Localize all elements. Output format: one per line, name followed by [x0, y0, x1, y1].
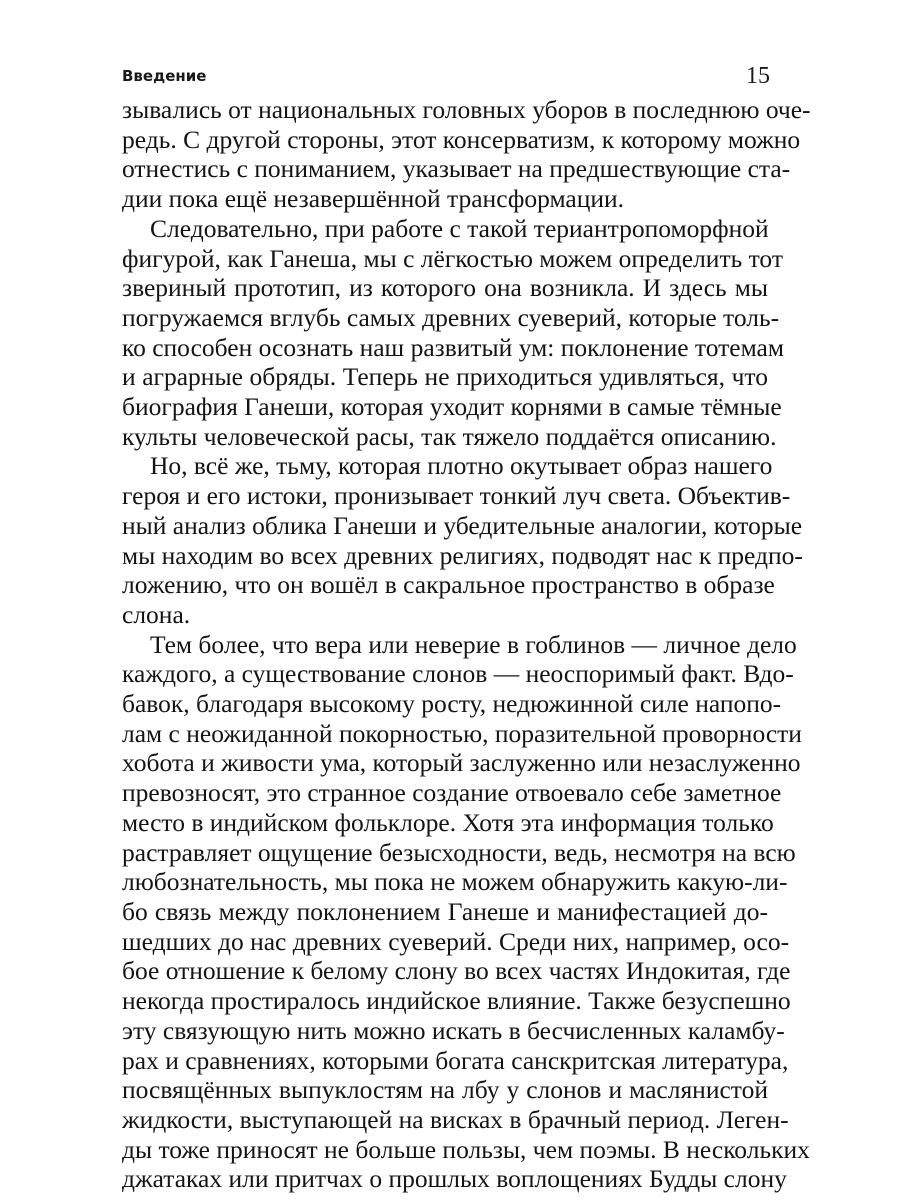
text-line: шедших до нас древних суеверий. Среди них, например, осо-	[122, 926, 790, 956]
text-line: биография Ганеши, которая уходит корнями в самые тёмные	[122, 392, 782, 422]
text-line: каждого, а существование слонов — неоспоримый факт. Вдо-	[122, 659, 794, 689]
text-line: и аграрные обряды. Теперь не приходиться удивляться, что	[122, 362, 768, 392]
text-line: джатаках или притчах о прошлых воплощениях Будды слону	[122, 1164, 787, 1194]
text-line: бо связь между поклонением Ганеше и манифестацией до-	[122, 896, 768, 926]
text-line: растравляет ощущение безысходности, ведь, несмотря на всю	[122, 837, 796, 867]
text-line: хобота и живости ума, который заслуженно или незаслуженно	[122, 748, 801, 778]
body-text	[122, 95, 811, 1194]
text-line: Но, всё же, тьму, которая плотно окутывает образ нашего	[150, 451, 773, 481]
text-line: бое отношение к белому слону во всех частях Индокитая, где	[122, 956, 791, 986]
running-head	[122, 63, 770, 92]
text-line: отнестись с пониманием, указывает на предшествующие ста-	[122, 154, 791, 184]
paragraph-2	[122, 213, 785, 452]
paragraph-4	[122, 629, 810, 1194]
section-title: Введение	[122, 67, 207, 85]
text-line: героя и его истоки, пронизывает тонкий луч света. Объектив-	[122, 481, 791, 511]
text-line: фигурой, как Ганеша, мы с лёгкостью можем определить тот	[122, 243, 783, 273]
text-line: посвящённых выпуклостям на лбу у слонов и маслянистой	[122, 1075, 768, 1105]
text-line: любознательность, мы пока не можем обнаружить какую-ли-	[122, 867, 788, 897]
text-line: некогда простиралось индийское влияние. Также безуспешно	[122, 986, 791, 1016]
text-line: превозносят, это странное создание отвоевало себе заметное	[122, 778, 782, 808]
text-line: ный анализ облика Ганеши и убедительные аналогии, которые	[122, 510, 803, 540]
text-line: ды тоже приносят не больше пользы, чем поэмы. В нескольких	[122, 1134, 810, 1164]
text-line: Тем более, что вера или неверие в гоблинов — личное дело	[150, 629, 797, 659]
text-line: звериный прототип, из которого она возникла. И здесь мы	[122, 273, 768, 303]
text-line: дии пока ещё незавершённой трансформации.	[122, 184, 625, 214]
text-line: Следовательно, при работе с такой териантропоморфной	[150, 213, 769, 243]
text-line: мы находим во всех древних религиях, подводят нас к предпо-	[122, 540, 803, 570]
text-line: место в индийском фольклоре. Хотя эта информация только	[122, 807, 774, 837]
text-line: бавок, благодаря высокому росту, недюжинной силе напопо-	[122, 689, 782, 719]
text-line: ко способен осознать наш развитый ум: поклонение тотемам	[122, 332, 785, 362]
text-line: редь. С другой стороны, этот консерватизм, к которому можно	[122, 124, 801, 154]
text-line: погружаемся вглубь самых древних суеверий, которые толь-	[122, 302, 780, 332]
text-line: рах и сравнениях, которыми богата санскритская литература,	[122, 1045, 789, 1075]
paragraph-1	[122, 95, 811, 214]
text-line: культы человеческой расы, так тяжело поддаётся описанию.	[122, 421, 777, 451]
text-line: слона.	[122, 599, 191, 629]
text-line: зывались от национальных головных уборов в последнюю оче-	[122, 95, 811, 124]
paragraph-3	[122, 451, 803, 629]
text-line: ложению, что он вошёл в сакральное пространство в образе	[122, 570, 775, 600]
text-line: эту связующую нить можно искать в бесчисленных каламбу-	[122, 1015, 785, 1045]
text-line: жидкости, выступающей на висках в брачный период. Леген-	[122, 1104, 789, 1134]
text-line: лам с неожиданной покорностью, поразительной проворности	[122, 718, 802, 748]
page-number: 15	[746, 63, 770, 89]
